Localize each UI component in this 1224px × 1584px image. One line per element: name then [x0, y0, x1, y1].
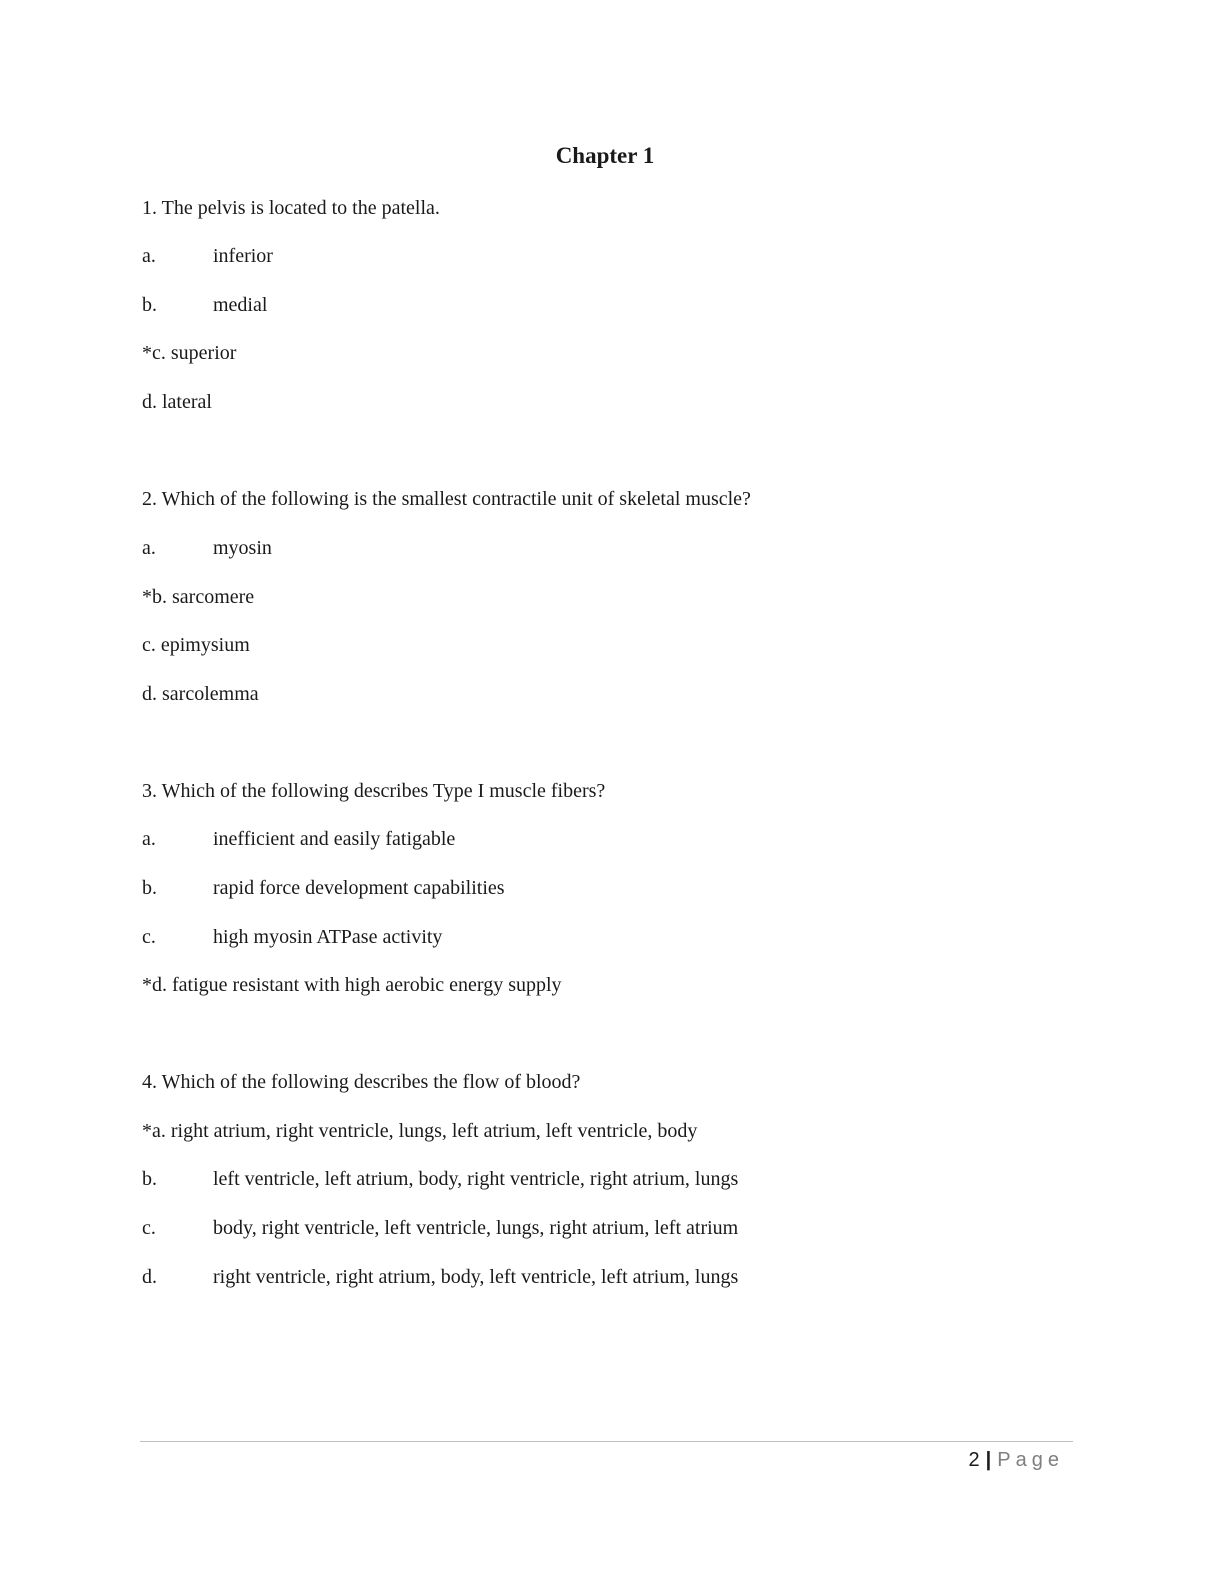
q4-option-a-answer: *a. right atrium, right ventricle, lungs, left atrium, left ventricle, body: [142, 1120, 698, 1142]
q4-option-b-text: left ventricle, left atrium, body, right ventricle, right atrium, lungs: [213, 1168, 739, 1190]
q3-option-c-letter: c.: [142, 926, 156, 948]
q2-option-a-text: myosin: [213, 537, 272, 559]
question-2-stem: 2. Which of the following is the smallest contractile unit of skeletal muscle?: [142, 488, 751, 510]
q2-option-d: d. sarcolemma: [142, 683, 259, 705]
q1-option-a-text: inferior: [213, 245, 273, 267]
page-footer: [969, 1446, 1064, 1474]
page-number: 2: [968, 1449, 980, 1471]
footer-separator: |: [985, 1449, 992, 1471]
q1-option-b-letter: b.: [142, 294, 157, 316]
q3-option-b-text: rapid force development capabilities: [213, 877, 505, 899]
q2-option-a-letter: a.: [142, 537, 156, 559]
page-title: Chapter 1: [555, 143, 655, 168]
page-label: Page: [997, 1449, 1064, 1471]
q3-option-a-text: inefficient and easily fatigable: [213, 828, 456, 850]
q1-option-c-answer: *c. superior: [142, 342, 237, 364]
q1-option-d: d. lateral: [142, 391, 212, 413]
q3-option-c-text: high myosin ATPase activity: [213, 926, 443, 948]
q1-option-a-letter: a.: [142, 245, 156, 267]
q4-option-d-text: right ventricle, right atrium, body, left ventricle, left atrium, lungs: [213, 1266, 739, 1288]
question-4-stem: 4. Which of the following describes the flow of blood?: [142, 1071, 581, 1093]
footer-divider: [140, 1441, 1073, 1442]
q3-option-b-letter: b.: [142, 877, 157, 899]
q4-option-c-letter: c.: [142, 1217, 156, 1239]
q3-option-d-answer: *d. fatigue resistant with high aerobic energy supply: [142, 974, 562, 996]
q4-option-c-text: body, right ventricle, left ventricle, lungs, right atrium, left atrium: [213, 1217, 739, 1239]
q2-option-b-answer: *b. sarcomere: [142, 586, 255, 608]
question-3-stem: 3. Which of the following describes Type I muscle fibers?: [142, 780, 606, 802]
q4-option-d-letter: d.: [142, 1266, 157, 1288]
question-1-stem: 1. The pelvis is located to the patella.: [142, 197, 440, 219]
q3-option-a-letter: a.: [142, 828, 156, 850]
q1-option-b-text: medial: [213, 294, 268, 316]
q4-option-b-letter: b.: [142, 1168, 157, 1190]
q2-option-c: c. epimysium: [142, 634, 250, 656]
